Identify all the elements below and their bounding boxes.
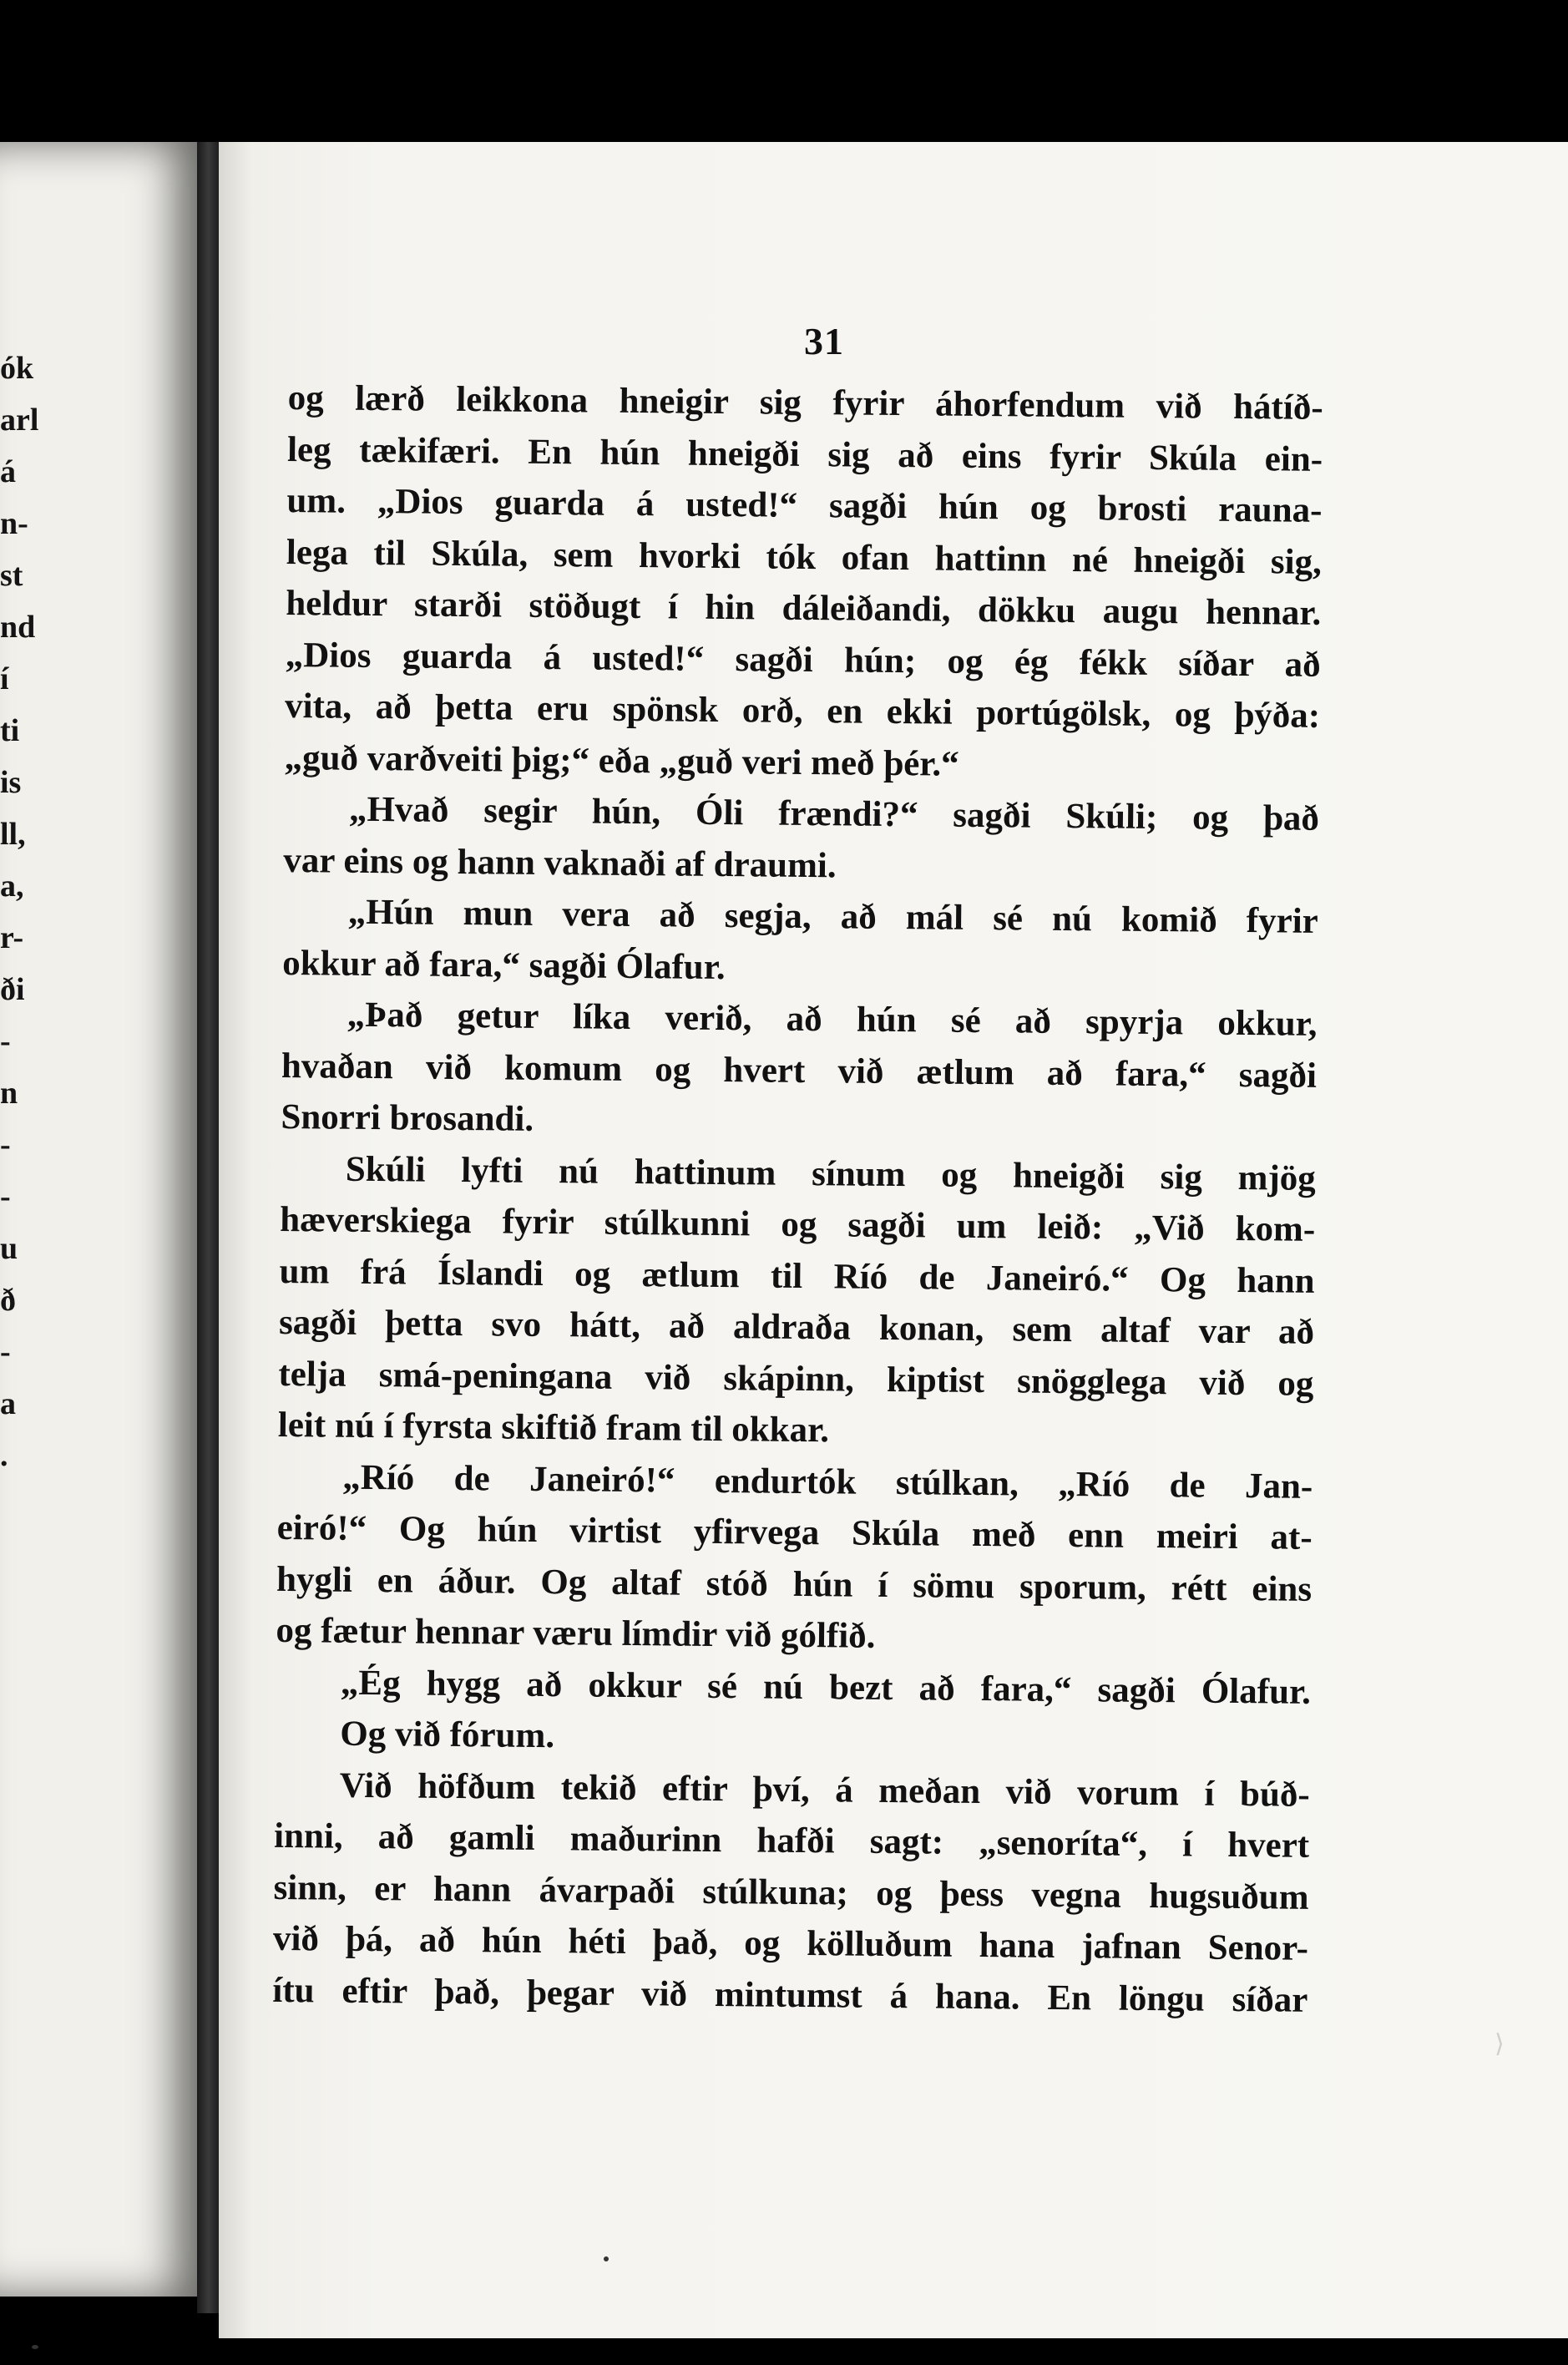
left-page-fragment: arl (0, 403, 39, 438)
left-page-fragment: ti (0, 713, 20, 748)
text-line: um. „Dios guarda á usted!“ sagði hún og brosti rauna- (286, 480, 1323, 530)
text-line: heldur starði stöðugt í hin dáleiðandi, dökku augu hennar. (286, 583, 1322, 633)
text-line: ítu eftir það, þegar við mintumst á hana. En löngu síðar (272, 1970, 1308, 2020)
text-line: Við höfðum tekið eftir því, á meðan við vorum í búð- (339, 1765, 1310, 1815)
speck (604, 2256, 609, 2261)
text-line: um frá Íslandi og ætlum til Ríó de Janeiró.“ Og hann (279, 1251, 1315, 1301)
left-page-fragment: . (0, 1438, 8, 1473)
text-line: leg tækifæri. En hún hneigði sig að eins fyrir Skúla ein- (286, 429, 1323, 479)
left-page-fragment: r- (0, 920, 24, 955)
left-page-fragment: - (0, 1127, 11, 1162)
text-line: lega til Skúla, sem hvorki tók ofan hattinn né hneigði sig, (286, 532, 1323, 582)
left-page-fragment: ók (0, 351, 34, 386)
speck (32, 2345, 38, 2349)
text-line: hæverskiega fyrir stúlkunni og sagði um leið: „Við kom- (280, 1199, 1316, 1249)
left-page-fragment: ði (0, 972, 25, 1007)
left-page-fragment: - (0, 1024, 11, 1059)
text-line: „Ég hygg að okkur sé nú bezt að fara,“ sagði Ólafur. (340, 1663, 1312, 1712)
text-line: sagði þetta svo hátt, að aldraða konan, sem altaf var að (278, 1302, 1315, 1352)
corner-mark: ⟩ (1495, 2029, 1505, 2059)
text-line: við þá, að hún héti það, og kölluðum hana jafnan Senor- (272, 1918, 1309, 1968)
text-line: vita, að þetta eru spönsk orð, en ekki portúgölsk, og þýða: (284, 686, 1321, 736)
text-line: telja smá-peningana við skápinn, kiptist snögglega við og (278, 1354, 1314, 1404)
text-line: Og við fórum. (340, 1714, 555, 1756)
left-page-fragment: ð (0, 1283, 16, 1318)
text-line: „Það getur líka verið, að hún sé að spyrja okkur, (346, 995, 1318, 1044)
left-page-fragment: - (0, 1179, 11, 1214)
left-page-fragment: u (0, 1231, 18, 1266)
left-page-fragment: nd (0, 610, 36, 645)
text-line: „Dios guarda á usted!“ sagði hún; og ég fékk síðar að (285, 635, 1321, 685)
text-line: Skúli lyfti nú hattinum sínum og hneigði sig mjög (345, 1149, 1317, 1198)
left-page-fragment: á (0, 454, 16, 489)
left-page-fragment: ll, (0, 817, 26, 852)
left-page-fragment: a (0, 1386, 16, 1421)
text-line: sinn, er hann ávarpaði stúlkuna; og þess vegna hugsuðum (273, 1867, 1309, 1917)
text-line: hvaðan við komum og hvert við ætlum að fara,“ sagði (281, 1046, 1318, 1096)
text-line: og fætur hennar væru límdir við gólfið. (276, 1610, 876, 1656)
text-line: „guð varðveiti þig;“ eða „guð veri með þér.“ (284, 737, 959, 784)
text-line: og lærð leikkona hneigir sig fyrir áhorfendum við hátíð- (287, 377, 1323, 428)
text-line: eiró!“ Og hún virtist yfirvega Skúla með enn meiri at- (276, 1507, 1313, 1557)
text-line: inni, að gamli maðurinn hafði sagt: „senoríta“, í hvert (273, 1816, 1310, 1866)
body-text (272, 372, 1323, 2026)
text-line: hygli en áður. Og altaf stóð hún í sömu sporum, rétt eins (276, 1559, 1313, 1609)
page-number: 31 (804, 320, 844, 362)
text-line: Snorri brosandi. (281, 1096, 534, 1139)
text-line: „Ríó de Janeiró!“ endurtók stúlkan, „Ríó de Jan- (342, 1457, 1313, 1507)
left-page-fragment: n (0, 1076, 18, 1111)
left-page-fragment: - (0, 1334, 11, 1370)
text-line: okkur að fara,“ sagði Ólafur. (281, 943, 726, 987)
text-line: var eins og hann vaknaði af draumi. (283, 840, 837, 885)
text-line: leit nú í fyrsta skiftið fram til okkar. (277, 1405, 830, 1451)
left-page-fragment: a, (0, 869, 24, 904)
left-page-fragment: n- (0, 506, 28, 541)
left-page-fragments (0, 342, 100, 1481)
left-page-fragment: st (0, 558, 23, 593)
left-page-fragment: í (0, 661, 9, 696)
text-line: „Hvað segir hún, Óli frændi?“ sagði Skúli; og það (348, 789, 1320, 838)
left-page-fragment: is (0, 765, 22, 800)
text-line: „Hún mun vera að segja, að mál sé nú komið fyrir (347, 892, 1318, 941)
